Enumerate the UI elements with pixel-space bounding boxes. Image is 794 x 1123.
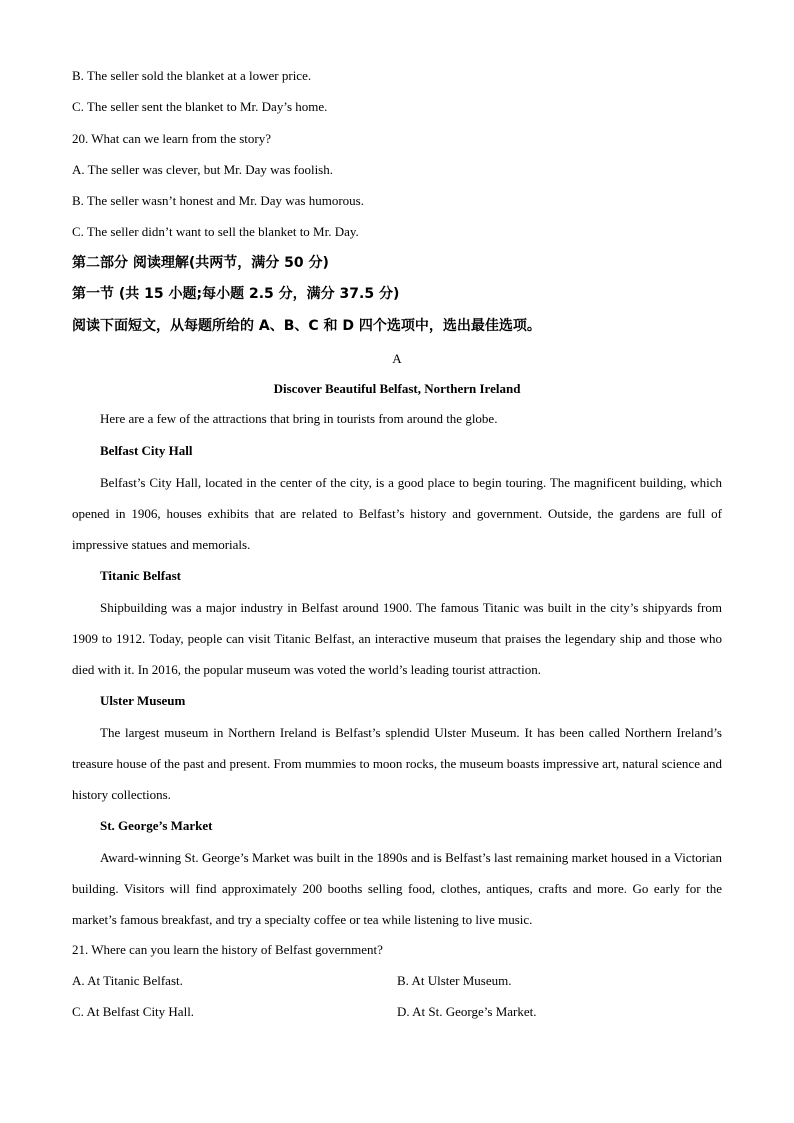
passage-intro: Here are a few of the attractions that bring in tourists from around the globe. bbox=[100, 411, 498, 426]
q19-option-c: C. The seller sent the blanket to Mr. Day’s home. bbox=[72, 99, 328, 114]
passage-letter: A bbox=[392, 351, 402, 366]
attraction-heading: Titanic Belfast bbox=[100, 568, 182, 583]
q20-question: 20. What can we learn from the story? bbox=[72, 131, 272, 146]
q21-question: 21. Where can you learn the history of Belfast government? bbox=[72, 942, 383, 957]
attraction-heading: Belfast City Hall bbox=[100, 443, 193, 458]
attraction-text: The largest museum in Northern Ireland is Belfast’s splendid Ulster Museum. It has been called Northern Ireland’s treasure house of the past and present. From mummies to moon rocks, the museum boasts impressive art, natural science and history collections. bbox=[72, 725, 722, 802]
q19-option-b: B. The seller sold the blanket at a lower price. bbox=[72, 68, 312, 83]
q21-option-d: D. At St. George’s Market. bbox=[397, 1004, 537, 1019]
attraction-heading: Ulster Museum bbox=[100, 693, 186, 708]
attraction-text: Belfast’s City Hall, located in the center of the city, is a good place to begin touring. The magnificent building, which opened in 1906, houses exhibits that are related to Belfast’s history and government. Outside, the gardens are full of impressive statues and memorials. bbox=[72, 475, 722, 552]
attraction-text: Shipbuilding was a major industry in Belfast around 1900. The famous Titanic was built in the city’s shipyards from 1909 to 1912. Today, people can visit Titanic Belfast, an interactive museum that praises the legendary ship and those who died with it. In 2016, the popular museum was voted the world’s leading tourist attraction. bbox=[72, 600, 722, 677]
q21-option-a: A. At Titanic Belfast. bbox=[72, 973, 183, 988]
part-title: 第二部分 阅读理解(共两节，满分 50 分) bbox=[72, 255, 329, 271]
q20-option-c: C. The seller didn’t want to sell the blanket to Mr. Day. bbox=[72, 224, 359, 239]
attraction-heading: St. George’s Market bbox=[100, 818, 213, 833]
passage-title: Discover Beautiful Belfast, Northern Ireland bbox=[273, 381, 521, 396]
q20-option-b: B. The seller wasn’t honest and Mr. Day was humorous. bbox=[72, 193, 364, 208]
subsection-title: 第一节 (共 15 小题;每小题 2.5 分，满分 37.5 分) bbox=[72, 286, 400, 302]
q21-option-b: B. At Ulster Museum. bbox=[397, 973, 512, 988]
q20-option-a: A. The seller was clever, but Mr. Day was foolish. bbox=[72, 162, 333, 177]
attraction-text: Award-winning St. George’s Market was built in the 1890s and is Belfast’s last remaining market housed in a Victorian building. Visitors will find approximately 200 booths selling food, clothes, antiques, crafts and more. Go early for the market’s famous breakfast, and try a specialty coffee or tea while listening to live music. bbox=[72, 850, 722, 927]
instructions: 阅读下面短文，从每题所给的 A、B、C 和 D 四个选项中，选出最佳选项。 bbox=[72, 318, 541, 334]
q21-option-c: C. At Belfast City Hall. bbox=[72, 1004, 195, 1019]
